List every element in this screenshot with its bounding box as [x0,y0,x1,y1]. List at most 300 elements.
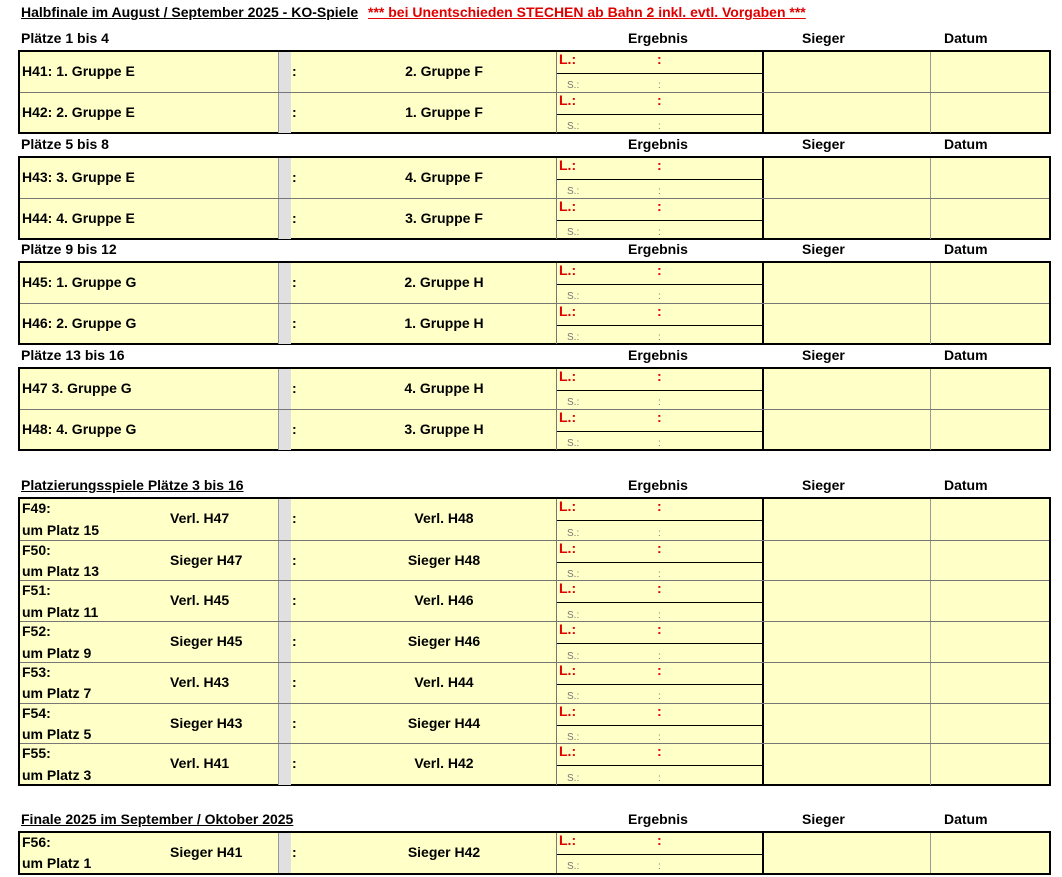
home-team: H47 3. Gruppe G [22,380,132,396]
result-upper [557,199,762,221]
match-id: F52: [22,623,51,640]
sets-colon: : [658,332,661,343]
match-row [20,833,1049,873]
sets-label: S.: [567,650,580,662]
sets-label: S.: [567,772,580,784]
legs-colon: : [657,661,662,678]
away-team-cell [301,833,557,873]
date-cell[interactable] [931,304,1049,344]
legs-label: L.: [559,368,577,384]
result-cell[interactable] [557,499,764,540]
away-team: Sieger H44 [407,714,481,731]
legs-label: L.: [559,702,577,719]
colon-glyph: : [292,169,297,185]
winner-cell[interactable] [764,410,931,450]
legs-label: L.: [559,743,577,760]
column-winner-label: Sieger [802,477,845,493]
match-row [20,662,1049,704]
match-table [18,367,1051,451]
date-cell[interactable] [931,833,1049,873]
home-team-cell [20,622,279,663]
match-table [18,156,1051,240]
score-separator [291,158,301,198]
match-place: um Platz 13 [22,563,100,580]
match-id: F51: [22,582,51,599]
result-cell[interactable] [557,199,764,239]
result-upper [557,52,762,74]
divider [279,410,291,450]
sets-colon: : [658,772,661,784]
home-team: Sieger H45 [170,633,243,650]
winner-cell[interactable] [764,499,931,540]
away-team-cell [301,744,557,785]
result-upper [557,622,762,644]
sets-colon: : [658,291,661,302]
away-team: Verl. H44 [414,673,474,690]
winner-cell[interactable] [764,263,931,303]
legs-colon: : [657,262,662,278]
match-row [20,580,1049,622]
section-header [21,30,1051,48]
column-winner-label: Sieger [802,347,845,363]
date-cell[interactable] [931,93,1049,133]
section-title: Plätze 9 bis 12 [21,241,117,257]
match-place: um Platz 9 [22,644,92,661]
divider [279,369,291,409]
result-upper [557,158,762,180]
section-header [21,347,1051,365]
legs-colon: : [657,198,662,214]
score-separator [291,663,301,704]
home-team-cell [20,499,279,540]
column-winner-label: Sieger [802,30,845,46]
column-result-label: Ergebnis [628,347,688,363]
match-table [18,50,1051,134]
date-cell[interactable] [931,499,1049,540]
score-separator [291,52,301,92]
score-separator [291,541,301,582]
legs-label: L.: [559,92,577,108]
sets-colon: : [658,186,661,197]
match-row [20,369,1049,409]
divider [279,52,291,92]
result-cell[interactable] [557,410,764,450]
divider [279,93,291,133]
date-cell[interactable] [931,369,1049,409]
away-team-cell [301,541,557,582]
legs-label: L.: [559,198,577,214]
home-team: H46: 2. Gruppe G [22,315,137,331]
legs-label: L.: [559,157,577,173]
match-row [20,52,1049,92]
home-team: H45: 1. Gruppe G [22,274,137,290]
section-title: Plätze 5 bis 8 [21,136,109,152]
sets-label: S.: [567,610,580,622]
away-team-cell [301,410,557,450]
legs-label: L.: [559,262,577,278]
match-row [20,92,1049,133]
away-team-cell [301,369,557,409]
legs-colon: : [657,621,662,638]
result-cell[interactable] [557,541,764,582]
colon-glyph: : [292,714,297,731]
sets-colon: : [658,650,661,662]
result-cell[interactable] [557,263,764,303]
divider [279,663,291,704]
colon-glyph: : [292,844,297,860]
home-team-cell [20,663,279,704]
section-title: Plätze 13 bis 16 [21,347,125,363]
away-team: Sieger H48 [407,551,481,568]
legs-colon: : [657,303,662,319]
winner-cell[interactable] [764,622,931,663]
result-cell[interactable] [557,93,764,133]
column-date-label: Datum [944,30,988,46]
home-team-cell [20,581,279,622]
home-team-cell [20,93,279,133]
legs-colon: : [657,832,662,848]
colon-glyph: : [292,63,297,79]
winner-cell[interactable] [764,744,931,785]
winner-cell[interactable] [764,541,931,582]
section-header [21,136,1051,154]
sets-colon: : [658,438,661,449]
divider [279,263,291,303]
result-cell[interactable] [557,369,764,409]
divider [279,704,291,745]
away-team-cell [301,263,557,303]
away-team-cell [301,158,557,198]
result-cell[interactable] [557,622,764,663]
result-cell[interactable] [557,581,764,622]
section-title: Plätze 1 bis 4 [21,30,109,46]
match-row [20,499,1049,540]
score-separator [291,704,301,745]
legs-label: L.: [559,539,577,556]
match-id: F53: [22,663,51,680]
away-team: Verl. H46 [414,592,474,609]
result-upper [557,704,762,726]
match-row [20,198,1049,239]
legs-colon: : [657,498,662,514]
sets-label: S.: [567,438,580,449]
winner-cell[interactable] [764,199,931,239]
legs-label: L.: [559,498,577,514]
home-team-cell [20,410,279,450]
colon-glyph: : [292,315,297,331]
section-header [21,477,1051,495]
tiebreak-note: *** bei Unentschieden STECHEN ab Bahn 2 inkl. evtl. Vorgaben *** [368,4,806,20]
match-table [18,831,1051,875]
home-team: Verl. H45 [170,592,230,609]
column-result-label: Ergebnis [628,30,688,46]
legs-colon: : [657,743,662,760]
divider [279,581,291,622]
colon-glyph: : [292,551,297,568]
result-cell[interactable] [557,704,764,745]
home-team-cell [20,199,279,239]
away-team: 2. Gruppe F [405,63,483,79]
winner-cell[interactable] [764,704,931,745]
sets-colon: : [658,397,661,408]
result-cell[interactable] [557,304,764,344]
match-table [18,261,1051,345]
away-team: 2. Gruppe H [404,274,484,290]
date-cell[interactable] [931,744,1049,785]
home-team: H48: 4. Gruppe G [22,421,137,437]
score-separator [291,199,301,239]
result-cell[interactable] [557,663,764,704]
date-cell[interactable] [931,622,1049,663]
score-separator [291,622,301,663]
result-upper [557,410,762,432]
match-place: um Platz 15 [22,521,100,538]
legs-colon: : [657,157,662,173]
match-id: F50: [22,541,51,558]
divider [279,499,291,540]
away-team: 1. Gruppe H [404,315,484,331]
away-team-cell [301,199,557,239]
winner-cell[interactable] [764,663,931,704]
away-team-cell [301,581,557,622]
column-winner-label: Sieger [802,241,845,257]
date-cell[interactable] [931,704,1049,745]
divider [279,744,291,785]
away-team-cell [301,499,557,540]
sets-colon: : [658,527,661,539]
away-team-cell [301,622,557,663]
divider [279,541,291,582]
sets-label: S.: [567,186,580,197]
winner-cell[interactable] [764,158,931,198]
colon-glyph: : [292,274,297,290]
home-team-cell [20,833,279,873]
sets-colon: : [658,732,661,744]
legs-colon: : [657,702,662,719]
result-upper [557,93,762,115]
section-header [21,811,1051,829]
match-row [20,409,1049,450]
date-cell[interactable] [931,581,1049,622]
home-team: H41: 1. Gruppe E [22,63,135,79]
match-id: F55: [22,745,51,762]
legs-label: L.: [559,409,577,425]
column-date-label: Datum [944,347,988,363]
away-team: 4. Gruppe H [404,380,484,396]
away-team: 1. Gruppe F [405,104,483,120]
home-team: Sieger H41 [170,844,243,860]
colon-glyph: : [292,210,297,226]
page-title: Halbfinale im August / September 2025 - KO-Spiele [21,4,359,20]
sets-label: S.: [567,861,580,872]
away-team: Verl. H42 [414,755,474,772]
winner-cell[interactable] [764,52,931,92]
home-team: Verl. H41 [170,755,230,772]
sets-label: S.: [567,732,580,744]
match-row [20,303,1049,344]
sets-colon: : [658,569,661,581]
sets-colon: : [658,80,661,91]
date-cell[interactable] [931,158,1049,198]
match-place: um Platz 5 [22,726,92,743]
match-row [20,703,1049,745]
match-row [20,158,1049,198]
score-separator [291,369,301,409]
sets-colon: : [658,861,661,872]
sets-label: S.: [567,691,580,703]
legs-label: L.: [559,661,577,678]
home-team: Sieger H43 [170,714,243,731]
result-upper [557,744,762,766]
sets-label: S.: [567,569,580,581]
result-upper [557,663,762,685]
legs-colon: : [657,92,662,108]
home-team-cell [20,541,279,582]
result-cell[interactable] [557,833,764,873]
winner-cell[interactable] [764,369,931,409]
result-upper [557,581,762,603]
date-cell[interactable] [931,410,1049,450]
legs-colon: : [657,368,662,384]
divider [279,833,291,873]
match-place: um Platz 7 [22,685,92,702]
winner-cell[interactable] [764,833,931,873]
column-winner-label: Sieger [802,136,845,152]
home-team-cell [20,744,279,785]
score-separator [291,93,301,133]
home-team-cell [20,369,279,409]
home-team-cell [20,52,279,92]
result-upper [557,833,762,855]
score-separator [291,410,301,450]
home-team-cell [20,704,279,745]
column-date-label: Datum [944,241,988,257]
legs-label: L.: [559,51,577,67]
colon-glyph: : [292,380,297,396]
colon-glyph: : [292,104,297,120]
winner-cell[interactable] [764,93,931,133]
winner-cell[interactable] [764,581,931,622]
date-cell[interactable] [931,541,1049,582]
home-team: Verl. H43 [170,673,230,690]
score-separator [291,833,301,873]
match-id: F56: [22,834,51,850]
column-result-label: Ergebnis [628,477,688,493]
date-cell[interactable] [931,199,1049,239]
away-team: 4. Gruppe F [405,169,483,185]
legs-label: L.: [559,303,577,319]
match-row [20,540,1049,582]
match-row [20,621,1049,663]
match-row [20,263,1049,303]
result-cell[interactable] [557,744,764,785]
legs-label: L.: [559,621,577,638]
legs-colon: : [657,580,662,597]
match-place: um Platz 11 [22,604,99,621]
sets-colon: : [658,227,661,238]
divider [279,158,291,198]
legs-colon: : [657,51,662,67]
score-separator [291,499,301,540]
away-team-cell [301,704,557,745]
away-team: Verl. H48 [414,510,474,526]
column-date-label: Datum [944,136,988,152]
sets-colon: : [658,610,661,622]
colon-glyph: : [292,633,297,650]
home-team-cell [20,304,279,344]
date-cell[interactable] [931,663,1049,704]
match-place: um Platz 3 [22,766,92,783]
match-place: um Platz 1 [22,855,92,871]
date-cell[interactable] [931,263,1049,303]
sets-colon: : [658,121,661,132]
colon-glyph: : [292,592,297,609]
score-separator [291,581,301,622]
home-team: Verl. H47 [170,510,230,526]
page-header [21,4,806,20]
column-result-label: Ergebnis [628,811,688,827]
legs-label: L.: [559,832,577,848]
sets-label: S.: [567,527,580,539]
sets-label: S.: [567,80,580,91]
sets-label: S.: [567,332,580,343]
column-date-label: Datum [944,811,988,827]
result-upper [557,304,762,326]
colon-glyph: : [292,510,297,526]
sets-label: S.: [567,397,580,408]
date-cell[interactable] [931,52,1049,92]
sets-label: S.: [567,227,580,238]
result-cell[interactable] [557,158,764,198]
away-team-cell [301,663,557,704]
colon-glyph: : [292,421,297,437]
colon-glyph: : [292,673,297,690]
home-team: Sieger H47 [170,551,243,568]
divider [279,199,291,239]
home-team: H44: 4. Gruppe E [22,210,135,226]
colon-glyph: : [292,755,297,772]
result-cell[interactable] [557,52,764,92]
away-team: 3. Gruppe F [405,210,483,226]
section-header [21,241,1051,259]
sets-colon: : [658,691,661,703]
away-team: 3. Gruppe H [404,421,484,437]
legs-colon: : [657,539,662,556]
home-team-cell [20,263,279,303]
match-id: F54: [22,704,51,721]
sets-label: S.: [567,121,580,132]
section-title: Platzierungsspiele Plätze 3 bis 16 [21,477,244,493]
away-team: Sieger H46 [407,633,481,650]
match-row [20,743,1049,785]
match-id: F49: [22,500,51,516]
section-title: Finale 2025 im September / Oktober 2025 [21,811,294,827]
match-table [18,497,1051,786]
away-team: Sieger H42 [407,844,481,860]
winner-cell[interactable] [764,304,931,344]
result-upper [557,499,762,521]
result-upper [557,263,762,285]
away-team-cell [301,93,557,133]
home-team: H42: 2. Gruppe E [22,104,135,120]
column-result-label: Ergebnis [628,241,688,257]
away-team-cell [301,52,557,92]
divider [279,304,291,344]
legs-colon: : [657,409,662,425]
legs-label: L.: [559,580,577,597]
score-separator [291,263,301,303]
sets-label: S.: [567,291,580,302]
